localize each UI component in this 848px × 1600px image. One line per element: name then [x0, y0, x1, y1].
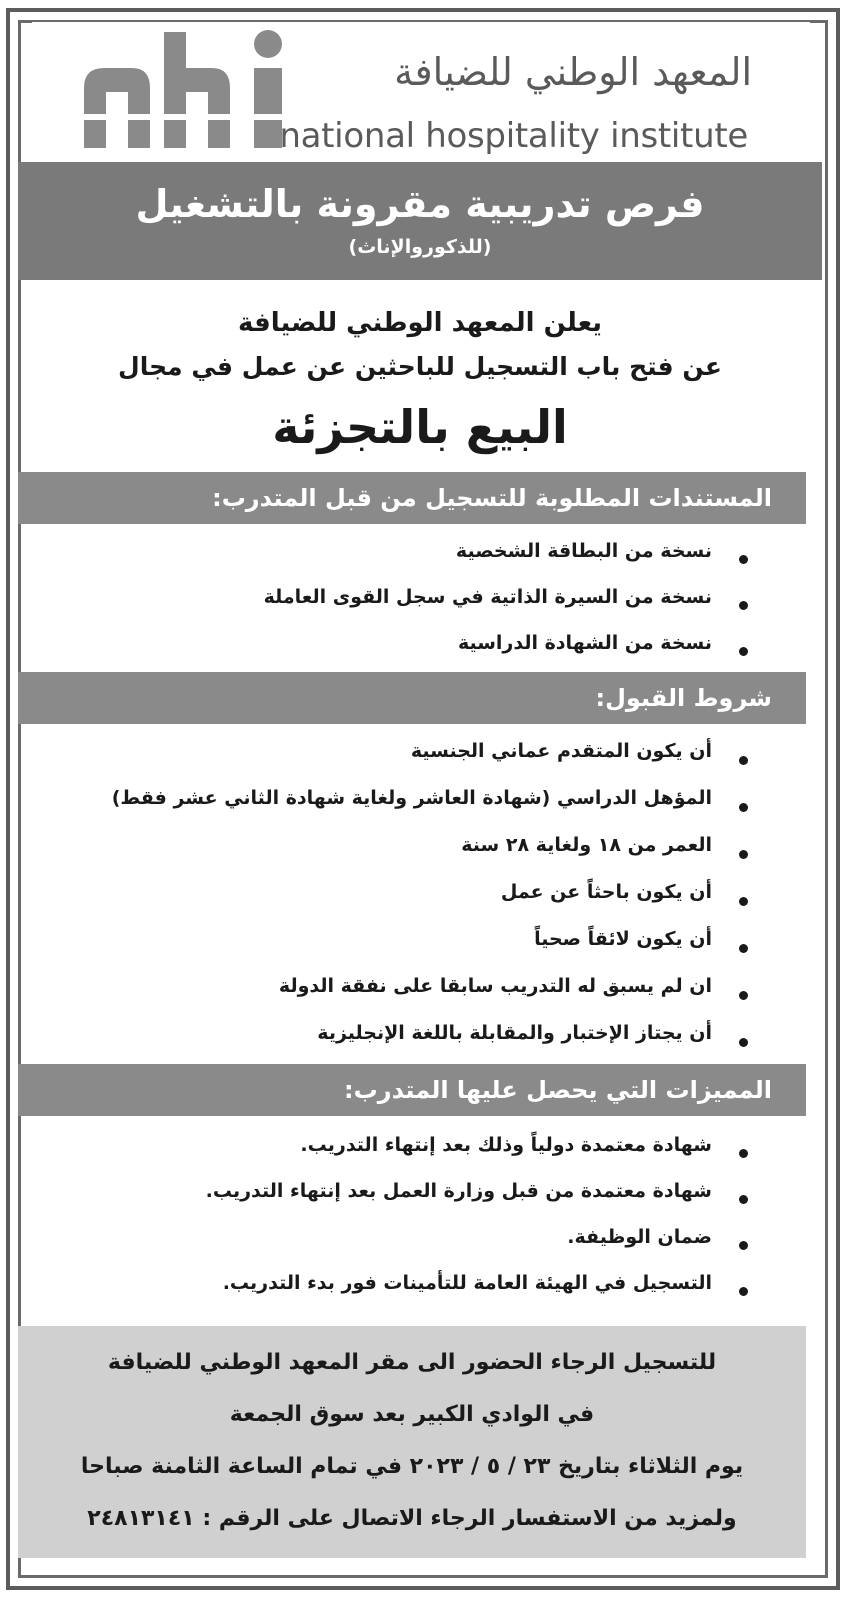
- bullet-icon: [739, 601, 748, 610]
- bullet-icon: [739, 944, 748, 953]
- list-item: نسخة من البطاقة الشخصية: [18, 536, 822, 582]
- conditions-list: [18, 736, 822, 1065]
- documents-list: [18, 536, 822, 674]
- list-item: ان لم يسبق له التدريب سابقا على نفقة الدولة: [18, 971, 822, 1018]
- list-item: شهادة معتمدة دولياً وذلك بعد إنتهاء التدريب.: [18, 1130, 822, 1176]
- bullet-icon: [739, 1038, 748, 1047]
- list-item: المؤهل الدراسي (شهادة العاشر ولغاية شهادة الثاني عشر فقط): [18, 783, 822, 830]
- bullet-icon: [739, 1149, 748, 1158]
- logo-name-english: national hospitality institute: [279, 116, 748, 156]
- bullet-icon: [739, 850, 748, 859]
- footer-line-2: في الوادي الكبير بعد سوق الجمعة: [229, 1402, 595, 1427]
- sub-title: (للذكوروالإناث): [348, 236, 492, 258]
- bullet-icon: [739, 991, 748, 1000]
- documents-heading: المستندات المطلوبة للتسجيل من قبل المتدرب:: [18, 472, 806, 524]
- footer-line-4: ولمزيد من الاستفسار الرجاء الاتصال على الرقم : ٢٤٨١٣١٤١: [87, 1506, 737, 1531]
- bullet-icon: [739, 1241, 748, 1250]
- conditions-heading: شروط القبول:: [18, 672, 806, 724]
- bullet-icon: [739, 897, 748, 906]
- footer-line-1: للتسجيل الرجاء الحضور الى مقر المعهد الوطني للضيافة: [107, 1350, 717, 1375]
- bullet-icon: [739, 756, 748, 765]
- bullet-icon: [739, 555, 748, 564]
- list-item: نسخة من السيرة الذاتية في سجل القوى العاملة: [18, 582, 822, 628]
- list-item: أن يجتاز الإختبار والمقابلة باللغة الإنجليزية: [18, 1018, 822, 1065]
- benefits-heading: المميزات التي يحصل عليها المتدرب:: [18, 1064, 806, 1116]
- footer-band: [18, 1326, 806, 1558]
- title-band: [18, 162, 822, 280]
- main-title: فرص تدريبية مقرونة بالتشغيل: [135, 182, 705, 226]
- list-item: أن يكون المتقدم عماني الجنسية: [18, 736, 822, 783]
- logo-name-arabic: المعهد الوطني للضيافة: [394, 50, 752, 94]
- list-item: أن يكون لائقاً صحياً: [18, 924, 822, 971]
- list-item: شهادة معتمدة من قبل وزارة العمل بعد إنتهاء التدريب.: [18, 1176, 822, 1222]
- intro-line-2: عن فتح باب التسجيل للباحثين عن عمل في مجال: [118, 352, 722, 381]
- bullet-icon: [739, 803, 748, 812]
- footer-line-3: يوم الثلاثاء بتاريخ ٢٣ / ٥ / ٢٠٢٣ في تمام الساعة الثامنة صباحا: [80, 1454, 744, 1479]
- bullet-icon: [739, 1287, 748, 1296]
- intro-line-1: يعلن المعهد الوطني للضيافة: [237, 308, 603, 338]
- bullet-icon: [739, 647, 748, 656]
- benefits-list: [18, 1130, 822, 1314]
- list-item: أن يكون باحثاً عن عمل: [18, 877, 822, 924]
- list-item: نسخة من الشهادة الدراسية: [18, 628, 822, 674]
- list-item: التسجيل في الهيئة العامة للتأمينات فور بدء التدريب.: [18, 1268, 822, 1314]
- logo-header: [32, 22, 810, 162]
- bullet-icon: [739, 1195, 748, 1204]
- list-item: ضمان الوظيفة.: [18, 1222, 822, 1268]
- intro-field-title: البيع بالتجزئة: [272, 400, 568, 454]
- list-item: العمر من ١٨ ولغاية ٢٨ سنة: [18, 830, 822, 877]
